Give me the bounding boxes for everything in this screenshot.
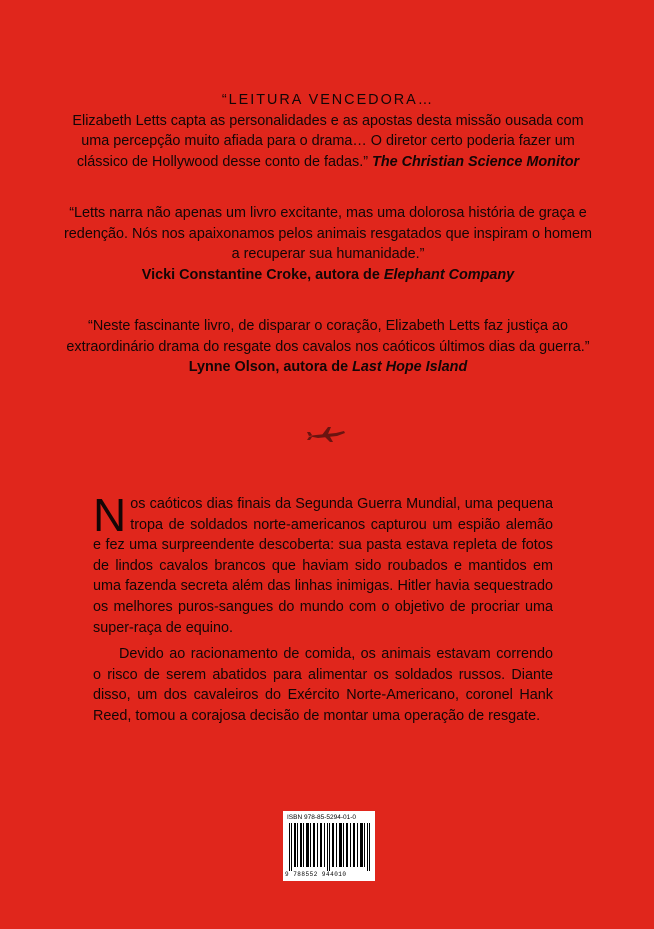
- quote-attribution: The Christian Science Monitor: [372, 153, 580, 170]
- book-synopsis: [93, 489, 553, 727]
- isbn-barcode: [283, 811, 375, 881]
- quote-attribution: Lynne Olson, autora de Last Hope Island: [188, 359, 468, 375]
- quote-text: “Neste fascinante livro, de disparar o coração, Elizabeth Letts faz justiça ao extraordinário drama do resgate dos cavalos nos caóticos últimos dias da guerra.”: [66, 318, 590, 355]
- review-quote-3: [60, 316, 596, 378]
- synopsis-paragraph: Devido ao racionamento de comida, os animais estavam correndo o risco de serem abatidos para alimentar os soldados russos. Diante disso, um dos cavaleiros do Exército Norte-Americano, coronel Hank Reed, tomou a corajosa decisão de montar uma operação de resgate.: [93, 646, 553, 724]
- review-quote-1: [60, 90, 596, 172]
- airplane-icon: [306, 424, 346, 444]
- review-quotes: [60, 90, 596, 409]
- quote-headline: “LEITURA VENCEDORA…: [221, 92, 435, 108]
- barcode-digits: 9 788552 944010: [285, 871, 347, 878]
- quote-attribution: Vicki Constantine Croke, autora de Elephant Company: [141, 266, 515, 283]
- drop-cap: N: [93, 489, 127, 541]
- quote-text: Elizabeth Letts capta as personalidades e as apostas desta missão ousada com uma percepção muito afiada para o drama… O diretor certo poderia fazer um clássico de Hollywood desse conto de fadas.”: [72, 112, 584, 170]
- barcode-bars: [287, 823, 371, 871]
- synopsis-paragraph: Nos caóticos dias finais da Segunda Guerra Mundial, uma pequena tropa de soldados norte-americanos capturou um espião alemão e fez uma surpreendente descoberta: sua pasta estava repleta de fotos de lindos cavalos brancos que haviam sido roubados e mantidos em uma fazenda secreta além das linhas inimigas. Hitler havia sequestrado os melhores puros-sangues do mundo com o objetivo de procriar uma super-raça de equino.: [93, 489, 553, 636]
- isbn-label: ISBN 978-85-5294-01-0: [287, 814, 357, 821]
- review-quote-2: [60, 203, 596, 285]
- quote-text: “Letts narra não apenas um livro excitante, mas uma dolorosa história de graça e redenção. Nós nos apaixonamos pelos animais resgatados que inspiram o homem a recuperar sua humanidade.”: [64, 205, 592, 262]
